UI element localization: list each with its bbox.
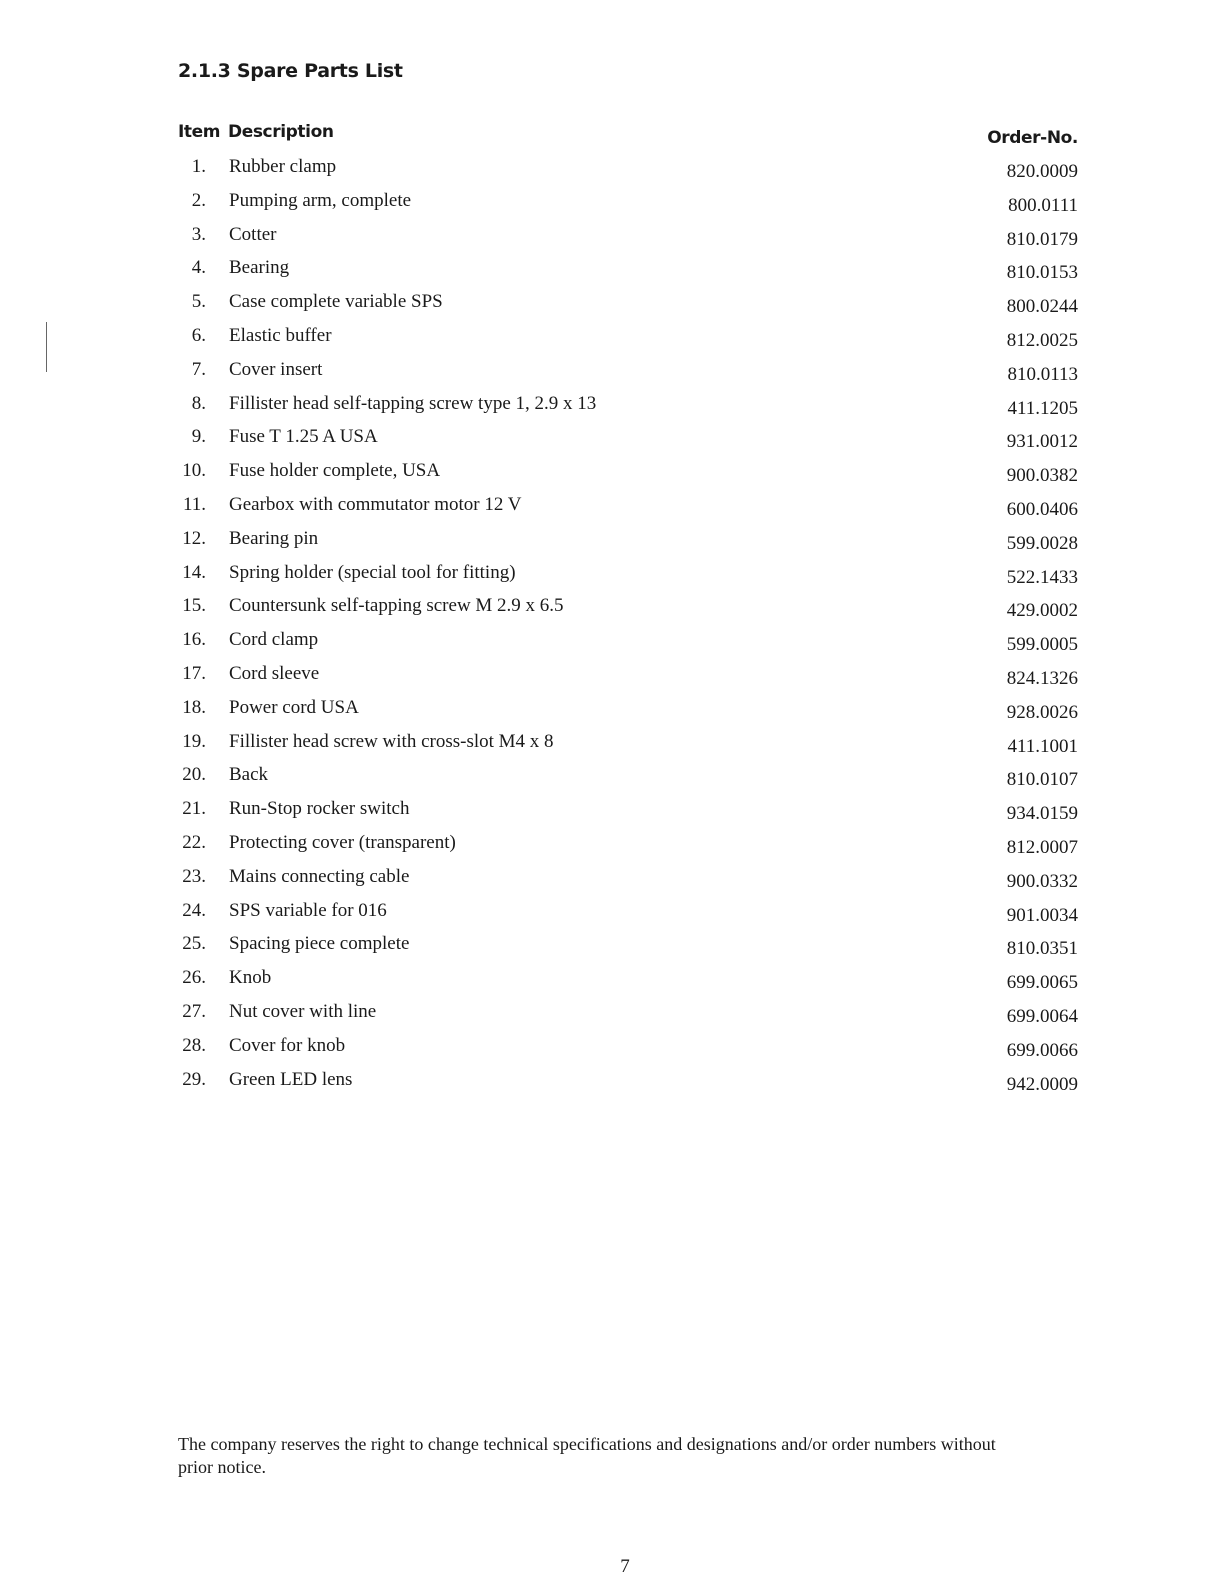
part-order-number: 810.0153 [1006, 262, 1078, 284]
part-description: Fuse holder complete, USA [229, 460, 441, 482]
part-item-number: 4. [191, 257, 206, 279]
table-row [178, 862, 1078, 896]
table-row [178, 1065, 1078, 1099]
part-order-number: 928.0026 [1006, 701, 1078, 723]
part-item-number: 18. [182, 696, 206, 718]
part-order-number: 599.0028 [1006, 532, 1078, 554]
table-row [178, 1031, 1078, 1065]
part-order-number: 599.0005 [1006, 634, 1078, 656]
part-description: Green LED lens [229, 1068, 353, 1090]
table-row [178, 152, 1078, 186]
part-order-number: 942.0009 [1006, 1073, 1078, 1095]
header-order-no: Order-No. [987, 128, 1078, 148]
table-row [178, 321, 1078, 355]
table-row [178, 558, 1078, 592]
part-item-number: 2. [191, 189, 206, 211]
table-row [178, 828, 1078, 862]
part-description: Bearing [229, 257, 290, 279]
part-order-number: 600.0406 [1006, 498, 1078, 520]
part-description: Cover insert [229, 358, 323, 380]
table-row [178, 997, 1078, 1031]
part-order-number: 699.0064 [1006, 1005, 1078, 1027]
part-order-number: 699.0066 [1006, 1039, 1078, 1061]
table-row [178, 456, 1078, 490]
part-description: Bearing pin [229, 527, 319, 549]
table-row [178, 896, 1078, 930]
table-row [178, 963, 1078, 997]
part-item-number: 29. [182, 1068, 206, 1090]
part-description: Fillister head screw with cross-slot M4 x 8 [229, 730, 554, 752]
section-title: 2.1.3 Spare Parts List [178, 60, 403, 82]
part-item-number: 25. [182, 933, 206, 955]
part-item-number: 11. [182, 493, 206, 515]
part-description: Pumping arm, complete [229, 189, 412, 211]
parts-table-header [178, 120, 1078, 150]
part-item-number: 26. [182, 967, 206, 989]
table-row [178, 287, 1078, 321]
part-item-number: 14. [182, 561, 206, 583]
part-order-number: 812.0025 [1006, 329, 1078, 351]
part-description: Elastic buffer [229, 324, 332, 346]
part-order-number: 810.0107 [1006, 769, 1078, 791]
table-row [178, 625, 1078, 659]
part-order-number: 820.0009 [1006, 161, 1078, 182]
part-order-number: 810.0113 [1007, 363, 1078, 385]
part-order-number: 411.1001 [1007, 735, 1078, 757]
part-item-number: 15. [182, 595, 206, 617]
footer-note: The company reserves the right to change technical specifications and designations and/or order numbers without prior notice. [178, 1434, 996, 1477]
table-row [178, 760, 1078, 794]
table-row [178, 389, 1078, 423]
part-description: Cord clamp [229, 629, 319, 651]
part-item-number: 23. [182, 865, 206, 887]
part-item-number: 22. [182, 831, 206, 853]
part-order-number: 934.0159 [1006, 803, 1078, 825]
table-row [178, 490, 1078, 524]
header-item: Item [178, 122, 221, 142]
table-row [178, 727, 1078, 761]
table-row [178, 253, 1078, 287]
page-number: 7 [620, 1556, 630, 1577]
part-description: Fuse T 1.25 A USA [229, 426, 378, 448]
part-order-number: 800.0244 [1006, 296, 1078, 318]
part-item-number: 10. [182, 460, 206, 482]
part-description: Fillister head self-tapping screw type 1, 2.9 x 13 [229, 392, 597, 414]
part-item-number: 24. [182, 899, 206, 921]
table-row [178, 220, 1078, 254]
part-description: Power cord USA [229, 696, 359, 718]
part-description: Run-Stop rocker switch [229, 798, 410, 820]
part-description: Nut cover with line [229, 1000, 377, 1022]
part-item-number: 28. [182, 1034, 206, 1056]
part-order-number: 812.0007 [1006, 836, 1078, 858]
part-item-number: 27. [182, 1000, 206, 1022]
part-description: Spacing piece complete [229, 933, 410, 955]
part-order-number: 800.0111 [1008, 194, 1078, 216]
parts-list [178, 152, 1078, 1098]
margin-mark [46, 322, 47, 372]
part-order-number: 429.0002 [1006, 600, 1078, 622]
part-description: Mains connecting cable [229, 865, 410, 887]
part-description: Countersunk self-tapping screw M 2.9 x 6.5 [229, 595, 564, 617]
part-description: Back [229, 764, 269, 786]
part-order-number: 411.1205 [1007, 397, 1078, 419]
part-item-number: 20. [182, 764, 206, 786]
part-order-number: 901.0034 [1006, 904, 1078, 926]
table-row [178, 355, 1078, 389]
part-description: Cord sleeve [229, 662, 320, 684]
part-item-number: 12. [182, 527, 206, 549]
part-description: Knob [229, 967, 272, 989]
part-description: Rubber clamp [229, 156, 337, 177]
part-description: Spring holder (special tool for fitting) [229, 561, 516, 583]
part-order-number: 699.0065 [1006, 972, 1078, 994]
part-order-number: 522.1433 [1006, 566, 1078, 588]
part-order-number: 900.0332 [1006, 870, 1078, 892]
part-item-number: 9. [191, 426, 206, 448]
part-item-number: 5. [191, 291, 206, 313]
part-order-number: 900.0382 [1006, 465, 1078, 487]
part-description: Gearbox with commutator motor 12 V [229, 493, 522, 515]
table-row [178, 929, 1078, 963]
part-item-number: 6. [191, 324, 206, 346]
header-description: Description [228, 122, 334, 142]
part-item-number: 21. [182, 798, 206, 820]
part-description: Protecting cover (transparent) [229, 831, 456, 853]
table-row [178, 422, 1078, 456]
part-item-number: 1. [191, 156, 206, 177]
part-description: Cotter [229, 223, 277, 245]
part-description: Cover for knob [229, 1034, 346, 1056]
part-order-number: 931.0012 [1006, 431, 1078, 453]
table-row [178, 524, 1078, 558]
part-description: Case complete variable SPS [229, 291, 443, 313]
part-order-number: 810.0179 [1006, 228, 1078, 250]
table-row [178, 186, 1078, 220]
part-item-number: 3. [191, 223, 206, 245]
table-row [178, 794, 1078, 828]
part-item-number: 17. [182, 662, 206, 684]
table-row [178, 659, 1078, 693]
part-item-number: 16. [182, 629, 206, 651]
part-item-number: 8. [191, 392, 206, 414]
table-row [178, 591, 1078, 625]
table-row [178, 693, 1078, 727]
part-item-number: 19. [182, 730, 206, 752]
part-description: SPS variable for 016 [229, 899, 387, 921]
part-item-number: 7. [191, 358, 206, 380]
part-order-number: 824.1326 [1006, 667, 1078, 689]
part-order-number: 810.0351 [1006, 938, 1078, 960]
